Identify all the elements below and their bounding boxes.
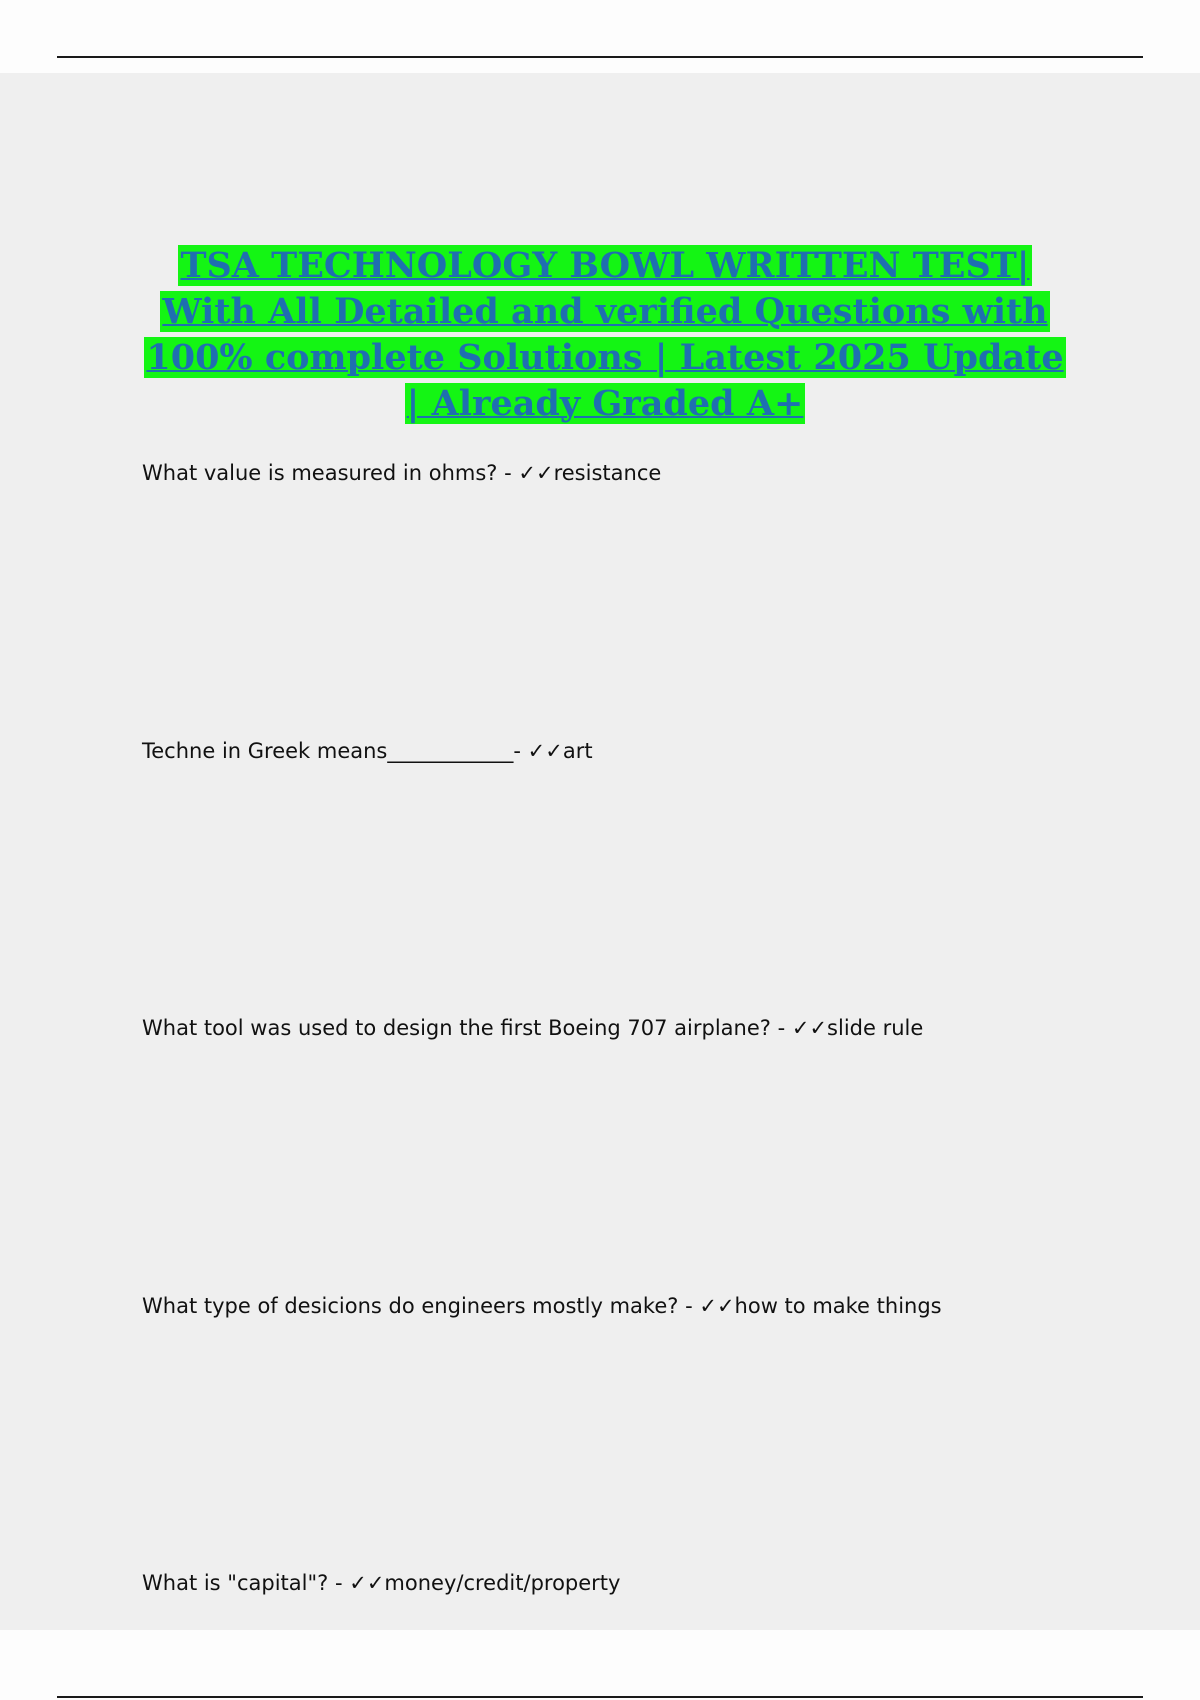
question-text: What value is measured in ohms? - — [142, 461, 519, 485]
double-check-icon: ✓✓ — [349, 1571, 385, 1595]
qa-item-5 — [142, 1569, 620, 1597]
document-title — [140, 243, 1070, 427]
answer-text: art — [562, 739, 593, 763]
question-text: Techne in Greek means____________- — [142, 739, 528, 763]
bottom-rule — [57, 1696, 1143, 1698]
answer-text: money/credit/property — [384, 1571, 621, 1595]
question-text: What type of desicions do engineers mostly make? - — [142, 1294, 700, 1318]
double-check-icon: ✓✓ — [518, 461, 554, 485]
qa-item-1 — [142, 459, 661, 487]
document-title-text: TSA TECHNOLOGY BOWL WRITTEN TEST| With All Detailed and verified Questions with 100% complete Solutions | Latest 2025 Update | Already Graded A+ — [146, 245, 1064, 424]
answer-text: slide rule — [827, 1016, 924, 1040]
double-check-icon: ✓✓ — [791, 1016, 828, 1040]
qa-item-4 — [142, 1292, 942, 1320]
double-check-icon: ✓✓ — [699, 1294, 735, 1318]
answer-text: how to make things — [734, 1294, 942, 1318]
double-check-icon: ✓✓ — [527, 739, 563, 763]
qa-item-3 — [142, 1014, 923, 1042]
question-text: What is "capital"? - — [142, 1571, 350, 1595]
top-rule — [57, 56, 1143, 58]
qa-item-2 — [142, 737, 593, 765]
question-text: What tool was used to design the first Boeing 707 airplane? - — [142, 1016, 792, 1040]
answer-text: resistance — [553, 461, 662, 485]
